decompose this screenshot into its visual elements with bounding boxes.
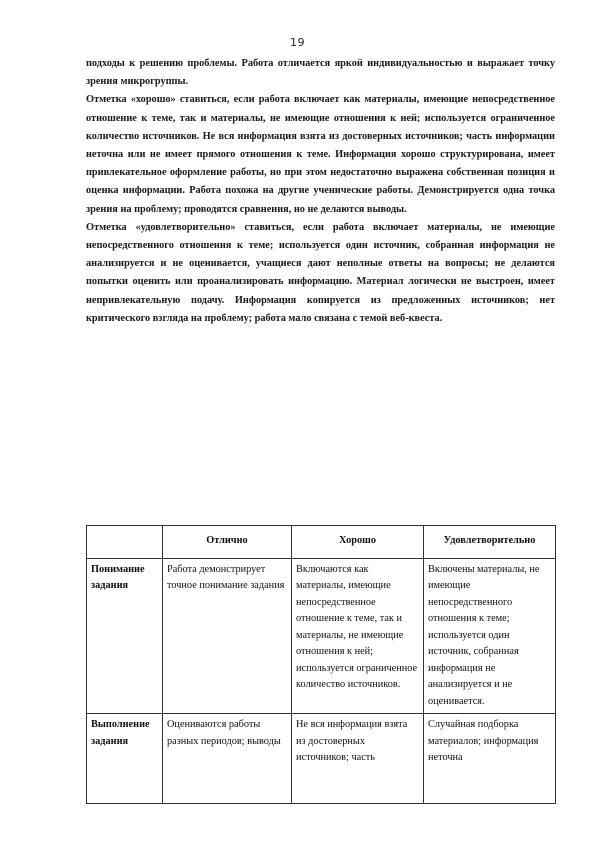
cell-execution-good-text: Не вся информация взята из достоверных источников; часть [296,719,408,763]
table-row [87,558,556,714]
cell-execution-excellent [163,714,292,804]
cell-execution-satisfactory-text: Случайная подборка материалов; информация неточна [428,719,539,763]
header-satisfactory: Удовлетворительно [424,526,556,559]
row-label-execution [87,714,163,804]
row-label-understanding: Понимание задания [87,558,163,714]
row-label-execution-text: Выполнение задания [91,719,150,747]
cell-understanding-satisfactory: Включены материалы, не имеющие непосредственного отношения к теме; используется один источник, собранная информация не анализируется и не оценивается. [424,558,556,714]
header-empty [87,526,163,559]
header-excellent: Отлично [163,526,292,559]
cell-understanding-excellent: Работа демонстрирует точное понимание задания [163,558,292,714]
table-header-row [87,526,556,559]
cell-execution-excellent-text: Оцениваются работы разных периодов; выводы [167,719,281,747]
cell-execution-satisfactory [424,714,556,804]
paragraph-good-grade: Отметка «хорошо» ставиться, если работа включает как материалы, имеющие непосредственное отношение к теме, так и материалы, не имеющие отношения к ней; используется ограниченное количество источников. Не вся информация взята из достоверных источников; часть информации неточна или не имеет прямого отношения к теме. Информация хорошо структурирована, имеет привлекательное оформление работы, но при этом недостаточно выражена собственная позиция и оценка информации. Работа похожа на другие ученические работы. Демонстрируется одна точка зрения на проблему; проводятся сравнения, но не делаются выводы. [86,94,555,215]
cell-understanding-good: Включаются как материалы, имеющие непосредственное отношение к теме, так и материалы, не имеющие отношения к ней; используется ограниченное количество источников. [292,558,424,714]
grading-criteria-table [86,525,556,804]
header-good: Хорошо [292,526,424,559]
paragraph-satisfactory-grade: Отметка «удовлетворительно» ставиться, если работа включает материалы, не имеющие непосредственного отношения к теме; используется один источник, собранная информация не анализируется и не оценивается, учащиеся дают неполные ответы на вопросы; не делаются попытки оценить или проанализировать информацию. Материал логически не выстроен, имеет непривлекательную подачу. Информация копируется из предложенных источников; нет критического взгляда на проблему; работа мало связана с темой веб-квеста. [86,221,555,324]
table-row [87,714,556,804]
paragraph-continuation: подходы к решению проблемы. Работа отличается яркой индивидуальностью и выражает точку зрения микрогруппы. [86,58,555,88]
body-text [86,55,555,328]
cell-execution-good [292,714,424,804]
page-number: 19 [290,36,305,49]
